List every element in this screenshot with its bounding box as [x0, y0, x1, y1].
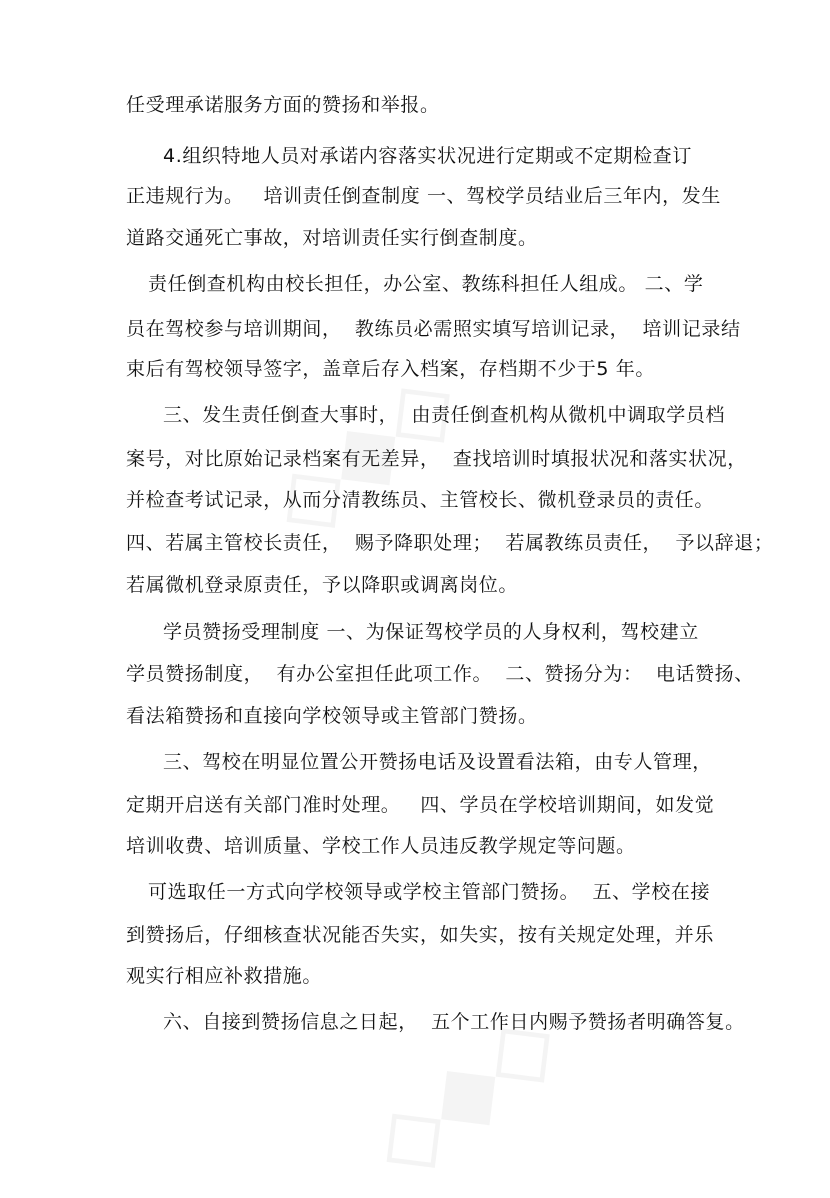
text-line: 4.组织特地人员对承诺内容落实状况进行定期或不定期检查订	[163, 145, 692, 167]
text-line: 道路交通死亡事故，对培训责任实行倒查制度。	[126, 227, 538, 249]
text-line: 责任倒查机构由校长担任，办公室、教练科担任人组成。 二、学	[148, 273, 704, 295]
text-line: 员在驾校参与培训期间， 教练员必需照实填写培训记录， 培训记录结	[126, 318, 741, 340]
text-line: 可选取任一方式向学校领导或学校主管部门赞扬。 五、学校在接	[148, 881, 711, 903]
text-line: 学员赞扬受理制度 一、为保证驾校学员的人身权利，驾校建立	[163, 621, 699, 643]
text-line: 培训收费、培训质量、学校工作人员违反教学规定等问题。	[126, 835, 636, 857]
text-line: 并检查考试记录，从而分清教练员、主管校长、微机登录员的责任。	[126, 489, 715, 511]
text-line: 若属微机登录原责任，予以降职或调离岗位。	[126, 574, 519, 596]
text-line: 观实行相应补救措施。	[126, 965, 323, 987]
text-line: 三、发生责任倒查大事时， 由责任倒查机构从微机中调取学员档	[163, 404, 726, 426]
text-line: 四、若属主管校长责任， 赐予降职处理； 若属教练员责任， 予以辞退；	[126, 532, 774, 554]
text-line: 定期开启送有关部门准时处理。 四、学员在学校培训期间，如发觉	[126, 794, 715, 816]
text-line: 案号，对比原始记录档案有无差异， 查找培训时填报状况和落实状况，	[126, 448, 747, 470]
text-line: 任受理承诺服务方面的赞扬和举报。	[126, 94, 440, 116]
text-line: 看法箱赞扬和直接向学校领导或主管部门赞扬。	[126, 705, 538, 727]
text-line: 三、驾校在明显位置公开赞扬电话及设置看法箱，由专人管理，	[163, 751, 712, 773]
text-line: 正违规行为。 培训责任倒查制度 一、驾校学员结业后三年内，发生	[126, 185, 721, 207]
text-line: 六、自接到赞扬信息之日起， 五个工作日内赐予赞扬者明确答复。	[163, 1011, 745, 1033]
text-line: 学员赞扬制度， 有办公室担任此项工作。 二、赞扬分为： 电话赞扬、	[126, 663, 754, 685]
text-line: 束后有驾校领导签字，盖章后存入档案，存档期不少于5 年。	[126, 358, 655, 380]
text-line: 到赞扬后，仔细核查状况能否失实，如失实，按有关规定处理，并乐	[126, 924, 715, 946]
